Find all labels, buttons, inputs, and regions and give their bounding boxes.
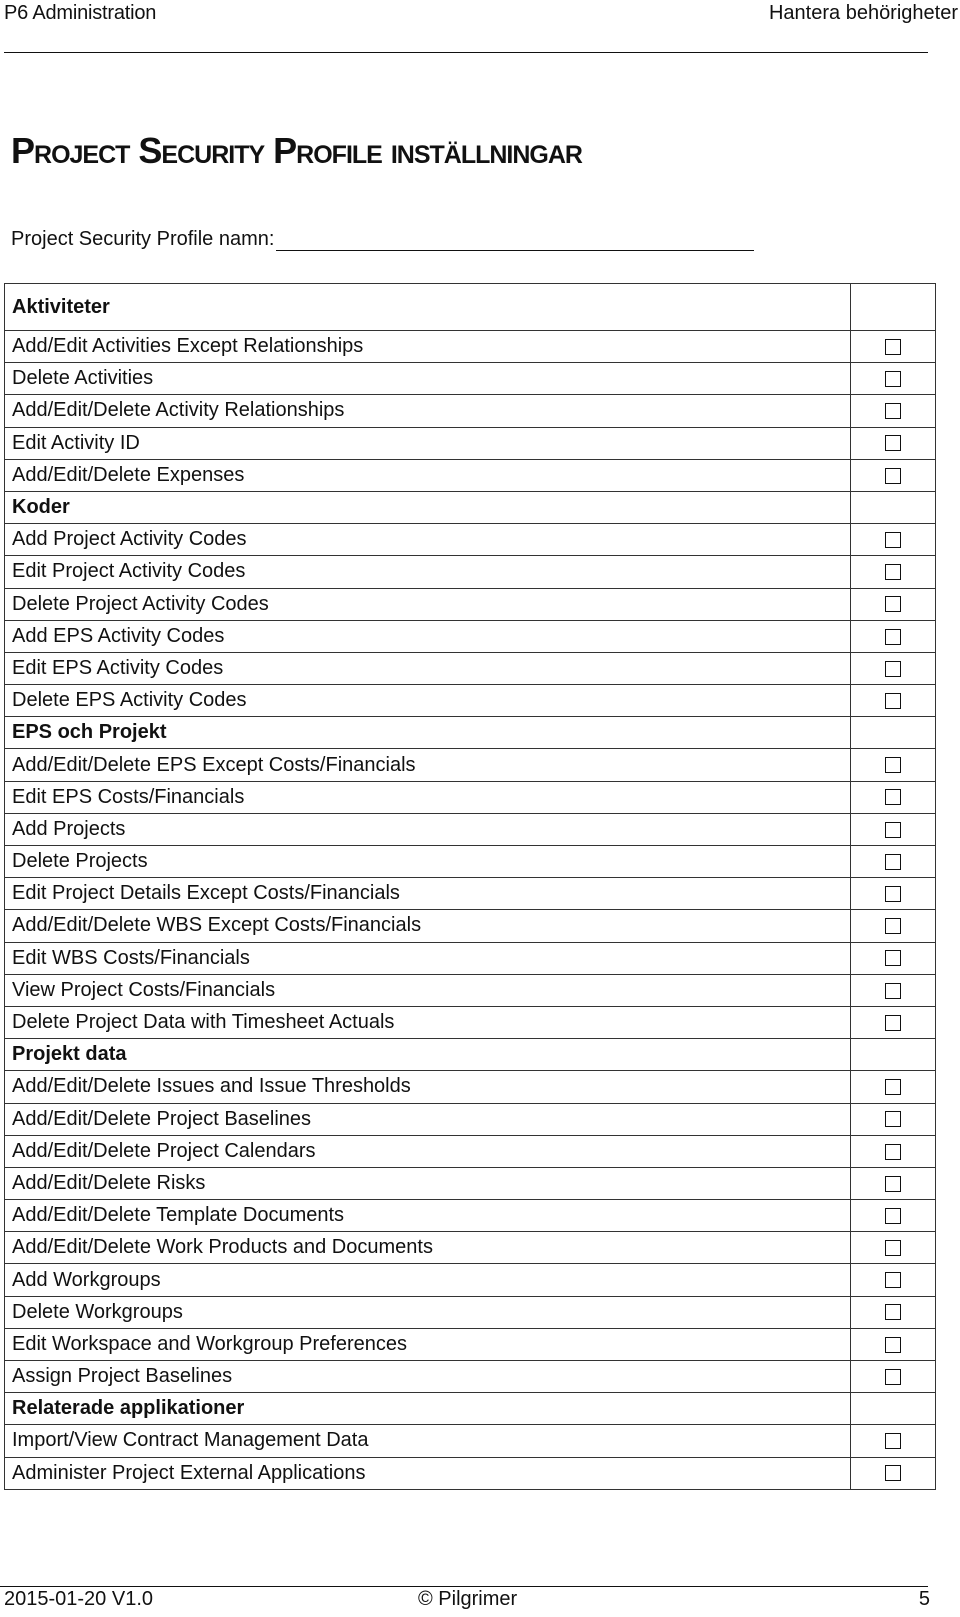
permission-checkbox-cell — [851, 1103, 936, 1135]
permission-row — [5, 427, 936, 459]
permission-checkbox[interactable] — [885, 854, 901, 870]
permission-label: Delete EPS Activity Codes — [5, 685, 851, 717]
permission-label: Edit WBS Costs/Financials — [5, 942, 851, 974]
permission-label: Edit EPS Costs/Financials — [5, 781, 851, 813]
permission-label: Add/Edit/Delete Issues and Issue Thresholds — [5, 1071, 851, 1103]
permission-checkbox[interactable] — [885, 661, 901, 677]
section-header: Aktiviteter — [5, 284, 851, 331]
permission-checkbox-cell — [851, 1200, 936, 1232]
permission-row — [5, 1457, 936, 1489]
permission-label: Edit Project Activity Codes — [5, 556, 851, 588]
permission-label: Edit Activity ID — [5, 427, 851, 459]
permission-row — [5, 1328, 936, 1360]
permission-label: Add/Edit/Delete Activity Relationships — [5, 395, 851, 427]
permission-checkbox-cell — [851, 363, 936, 395]
permission-label: Administer Project External Applications — [5, 1457, 851, 1489]
permission-row — [5, 1167, 936, 1199]
permission-checkbox[interactable] — [885, 1144, 901, 1160]
permission-row — [5, 685, 936, 717]
section-header-row — [5, 491, 936, 523]
permission-row — [5, 1200, 936, 1232]
permission-checkbox-cell — [851, 1167, 936, 1199]
permission-checkbox[interactable] — [885, 532, 901, 548]
section-header: EPS och Projekt — [5, 717, 851, 749]
permission-checkbox[interactable] — [885, 822, 901, 838]
permission-label: View Project Costs/Financials — [5, 974, 851, 1006]
permission-checkbox-cell — [851, 942, 936, 974]
section-header-empty-cell — [851, 491, 936, 523]
permission-row — [5, 781, 936, 813]
permission-checkbox[interactable] — [885, 1337, 901, 1353]
permission-checkbox-cell — [851, 749, 936, 781]
permission-label: Assign Project Baselines — [5, 1361, 851, 1393]
permission-row — [5, 652, 936, 684]
profile-name-label: Project Security Profile namn: — [11, 228, 275, 250]
permission-checkbox[interactable] — [885, 983, 901, 999]
permission-checkbox[interactable] — [885, 918, 901, 934]
permission-row — [5, 1296, 936, 1328]
permission-checkbox[interactable] — [885, 1240, 901, 1256]
permission-checkbox-cell — [851, 878, 936, 910]
permission-label: Delete Project Data with Timesheet Actuals — [5, 1006, 851, 1038]
permission-row — [5, 974, 936, 1006]
permission-row — [5, 910, 936, 942]
permission-checkbox-cell — [851, 1264, 936, 1296]
permission-checkbox[interactable] — [885, 1304, 901, 1320]
permission-checkbox[interactable] — [885, 1015, 901, 1031]
permission-checkbox[interactable] — [885, 693, 901, 709]
permission-row — [5, 1361, 936, 1393]
header-left-text: P6 Administration — [4, 2, 157, 24]
footer-date-version: 2015-01-20 V1.0 — [4, 1588, 154, 1610]
permission-row — [5, 878, 936, 910]
permission-label: Add/Edit/Delete Template Documents — [5, 1200, 851, 1232]
permission-checkbox[interactable] — [885, 886, 901, 902]
permission-row — [5, 588, 936, 620]
permission-row — [5, 620, 936, 652]
permission-row — [5, 1425, 936, 1457]
permission-checkbox[interactable] — [885, 950, 901, 966]
permission-row — [5, 942, 936, 974]
permission-row — [5, 363, 936, 395]
section-header-row — [5, 1039, 936, 1071]
permission-checkbox-cell — [851, 1006, 936, 1038]
section-header-empty-cell — [851, 717, 936, 749]
permission-label: Add/Edit Activities Except Relationships — [5, 331, 851, 363]
section-header: Relaterade applikationer — [5, 1393, 851, 1425]
header-right-text: Hantera behörigheter — [768, 2, 958, 24]
permission-row — [5, 1071, 936, 1103]
permission-row — [5, 459, 936, 491]
permission-checkbox-cell — [851, 1071, 936, 1103]
permission-label: Add/Edit/Delete Project Calendars — [5, 1135, 851, 1167]
permission-checkbox-cell — [851, 781, 936, 813]
section-header-row — [5, 717, 936, 749]
permission-row — [5, 749, 936, 781]
permissions-table — [4, 283, 936, 1490]
footer-copyright: © Pilgrimer — [418, 1588, 518, 1610]
permission-label: Add/Edit/Delete EPS Except Costs/Financials — [5, 749, 851, 781]
section-header-row — [5, 1393, 936, 1425]
permission-row — [5, 556, 936, 588]
permission-label: Add/Edit/Delete Expenses — [5, 459, 851, 491]
permission-label: Edit Project Details Except Costs/Financials — [5, 878, 851, 910]
section-header-empty-cell — [851, 1393, 936, 1425]
permission-checkbox[interactable] — [885, 629, 901, 645]
permission-label: Edit EPS Activity Codes — [5, 652, 851, 684]
profile-name-input-line[interactable] — [276, 230, 754, 251]
permission-row — [5, 524, 936, 556]
permission-checkbox-cell — [851, 1425, 936, 1457]
permission-checkbox[interactable] — [885, 403, 901, 419]
permission-label: Add Projects — [5, 813, 851, 845]
permission-checkbox[interactable] — [885, 435, 901, 451]
permission-label: Delete Workgroups — [5, 1296, 851, 1328]
permission-row — [5, 331, 936, 363]
permission-checkbox[interactable] — [885, 1079, 901, 1095]
permission-checkbox[interactable] — [885, 1208, 901, 1224]
permission-checkbox-cell — [851, 588, 936, 620]
permission-checkbox-cell — [851, 1361, 936, 1393]
permission-checkbox[interactable] — [885, 1111, 901, 1127]
permission-checkbox[interactable] — [885, 564, 901, 580]
profile-name-field — [11, 228, 754, 251]
permission-label: Delete Activities — [5, 363, 851, 395]
permission-label: Delete Project Activity Codes — [5, 588, 851, 620]
section-header: Projekt data — [5, 1039, 851, 1071]
permission-row — [5, 1006, 936, 1038]
section-header-empty-cell — [851, 1039, 936, 1071]
section-header: Koder — [5, 491, 851, 523]
permission-checkbox-cell — [851, 331, 936, 363]
permission-checkbox-cell — [851, 685, 936, 717]
permission-checkbox[interactable] — [885, 1465, 901, 1481]
section-header-row — [5, 284, 936, 331]
permission-checkbox-cell — [851, 813, 936, 845]
permission-row — [5, 1103, 936, 1135]
permission-checkbox[interactable] — [885, 1176, 901, 1192]
permission-checkbox[interactable] — [885, 1369, 901, 1385]
page-footer — [0, 1586, 928, 1617]
page-header — [4, 0, 958, 53]
permission-checkbox[interactable] — [885, 757, 901, 773]
permission-label: Add EPS Activity Codes — [5, 620, 851, 652]
permission-label: Add Project Activity Codes — [5, 524, 851, 556]
permission-checkbox[interactable] — [885, 371, 901, 387]
permission-checkbox-cell — [851, 1232, 936, 1264]
permission-checkbox-cell — [851, 524, 936, 556]
permission-row — [5, 1135, 936, 1167]
permission-label: Add/Edit/Delete Work Products and Documents — [5, 1232, 851, 1264]
permission-label: Import/View Contract Management Data — [5, 1425, 851, 1457]
permission-checkbox-cell — [851, 910, 936, 942]
permission-checkbox-cell — [851, 1296, 936, 1328]
permission-label: Add Workgroups — [5, 1264, 851, 1296]
permission-checkbox-cell — [851, 1457, 936, 1489]
permission-checkbox-cell — [851, 395, 936, 427]
permission-checkbox-cell — [851, 620, 936, 652]
permission-checkbox-cell — [851, 427, 936, 459]
permission-row — [5, 1232, 936, 1264]
permission-checkbox[interactable] — [885, 1433, 901, 1449]
permission-checkbox[interactable] — [885, 1272, 901, 1288]
permission-row — [5, 1264, 936, 1296]
permission-checkbox[interactable] — [885, 596, 901, 612]
permission-checkbox[interactable] — [885, 789, 901, 805]
page-title: Project Security Profile inställningar — [11, 130, 582, 171]
permission-label: Edit Workspace and Workgroup Preferences — [5, 1328, 851, 1360]
permission-row — [5, 846, 936, 878]
permission-row — [5, 395, 936, 427]
permission-checkbox-cell — [851, 652, 936, 684]
permission-checkbox-cell — [851, 1328, 936, 1360]
permission-checkbox[interactable] — [885, 339, 901, 355]
permission-checkbox-cell — [851, 556, 936, 588]
permission-label: Add/Edit/Delete Project Baselines — [5, 1103, 851, 1135]
permission-checkbox-cell — [851, 974, 936, 1006]
permission-checkbox-cell — [851, 459, 936, 491]
section-header-empty-cell — [851, 284, 936, 331]
permission-label: Add/Edit/Delete Risks — [5, 1167, 851, 1199]
permission-checkbox-cell — [851, 1135, 936, 1167]
footer-page-number: 5 — [918, 1588, 930, 1610]
permission-label: Add/Edit/Delete WBS Except Costs/Financials — [5, 910, 851, 942]
permission-checkbox-cell — [851, 846, 936, 878]
permission-label: Delete Projects — [5, 846, 851, 878]
permission-checkbox[interactable] — [885, 468, 901, 484]
permission-row — [5, 813, 936, 845]
